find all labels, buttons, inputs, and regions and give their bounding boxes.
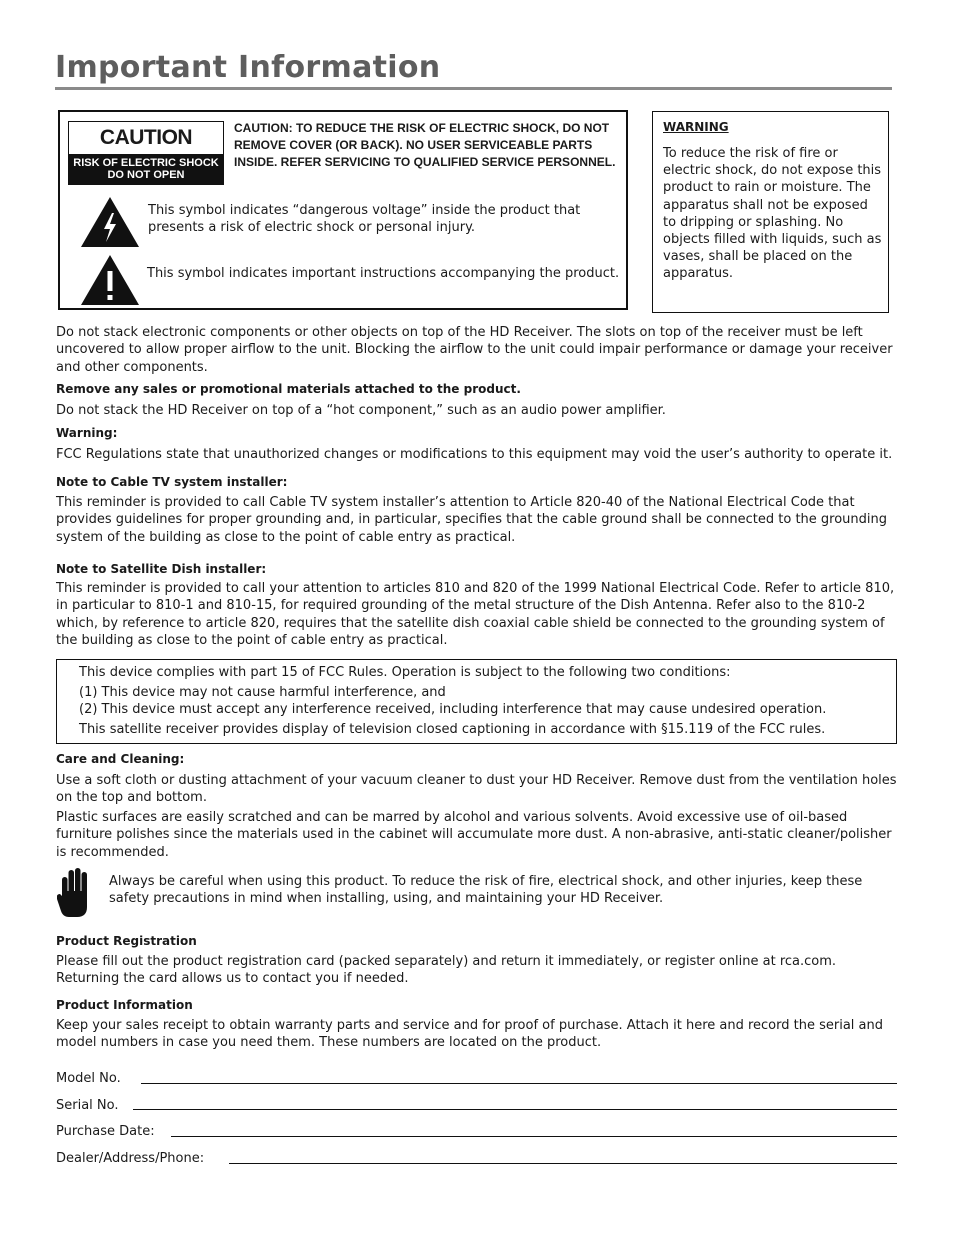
- caution-label: [68, 121, 224, 185]
- caution-label-word: CAUTION: [99, 126, 193, 149]
- fcc-line-4: This satellite receiver provides display of television closed captioning in accordance with §15.119 of the FCC rules.: [79, 722, 826, 737]
- product-information-heading: Product Information: [56, 998, 193, 1012]
- care-paragraph-2: Plastic surfaces are easily scratched and can be marred by alcohol and various solvents. Avoid excessive use of oil-based furniture polishes since the materials used in the cabinet will accumulate more dust. A non-abrasive, anti-static cleaner/polisher is recommended.: [56, 810, 892, 860]
- cable-installer-paragraph: This reminder is provided to call Cable TV system installer’s attention to Article 820-40 of the National Electrical Code that provides guidelines for proper grounding and, in particular, specifies that the cable ground shall be connected to the grounding system of the building as close to the point of cable entry as practical.: [56, 495, 888, 545]
- fcc-line-3: (2) This device must accept any interference received, including interference that may cause undesired operation.: [79, 702, 827, 717]
- exclamation-triangle-icon: [80, 254, 140, 306]
- product-registration-heading: Product Registration: [56, 934, 197, 948]
- lightning-triangle-icon: [80, 196, 140, 248]
- stop-hand-icon: [57, 867, 91, 919]
- safety-hand-paragraph: Always be careful when using this product. To reduce the risk of fire, electrical shock, and other injuries, keep these safety precautions in mind when installing, using, and maintaining your HD Receiver.: [109, 874, 863, 907]
- title-rule: [55, 87, 892, 90]
- stack-paragraph: Do not stack electronic components or other objects on top of the HD Receiver. The slots on top of the receiver must be left uncovered to allow proper airflow to the unit. Blocking the airflow to the unit could impair performance or damage your receiver and other components.: [56, 325, 893, 375]
- care-paragraph-1: Use a soft cloth or dusting attachment of your vacuum cleaner to dust your HD Receiver. Remove dust from the ventilation holes on the top and bottom.: [56, 773, 897, 806]
- symbol1-text: This symbol indicates “dangerous voltage” inside the product that presents a risk of electric shock or personal injury.: [148, 203, 581, 235]
- satellite-installer-paragraph: This reminder is provided to call your attention to articles 810 and 820 of the 1999 National Electrical Code. Refer to article 810, in particular to 810-1 and 810-15, for required grounding of the metal structure of the Dish Antenna. Refer also to the 810-2 which, by reference to article 820, requires that the satellite dish coaxial cable shield be connected to the grounding system of the building as close to the point of cable entry as practical.: [56, 581, 895, 649]
- hot-component-paragraph: Do not stack the HD Receiver on top of a “hot component,” such as an audio power amplifier.: [56, 403, 666, 418]
- fcc-line-2: (1) This device may not cause harmful interference, and: [79, 685, 446, 700]
- serial-number-line[interactable]: [133, 1109, 897, 1110]
- caution-band-line2: DO NOT OPEN: [107, 169, 185, 181]
- caution-band-line1: RISK OF ELECTRIC SHOCK: [73, 157, 219, 169]
- satellite-installer-heading: Note to Satellite Dish installer:: [56, 562, 267, 576]
- dealer-address-phone-line[interactable]: [229, 1163, 897, 1164]
- model-number-line[interactable]: [141, 1083, 897, 1084]
- care-cleaning-heading: Care and Cleaning:: [56, 752, 185, 766]
- product-registration-paragraph: Please fill out the product registration card (packed separately) and return it immediately, or register online at rca.com. Returning the card allows us to contact you if needed.: [56, 954, 837, 987]
- cable-installer-heading: Note to Cable TV system installer:: [56, 475, 288, 489]
- model-number-label: Model No.: [56, 1071, 121, 1086]
- dealer-address-phone-label: Dealer/Address/Phone:: [56, 1151, 205, 1166]
- purchase-date-label: Purchase Date:: [56, 1124, 155, 1139]
- remove-materials-heading: Remove any sales or promotional materials attached to the product.: [56, 382, 521, 396]
- page-title: Important Information: [55, 50, 441, 85]
- purchase-date-line[interactable]: [171, 1136, 897, 1137]
- caution-text: CAUTION: TO REDUCE THE RISK OF ELECTRIC SHOCK, DO NOT REMOVE COVER (OR BACK). NO USER SERVICEABLE PARTS INSIDE. REFER SERVICING TO QUALIFIED SERVICE PERSONNEL.: [234, 121, 616, 169]
- symbol2-text: This symbol indicates important instructions accompanying the product.: [147, 266, 620, 281]
- caution-label-band: [69, 154, 223, 184]
- warning-heading: WARNING: [663, 120, 729, 134]
- fcc-line-1: This device complies with part 15 of FCC Rules. Operation is subject to the following two conditions:: [79, 665, 731, 680]
- warning-body: To reduce the risk of fire or electric shock, do not expose this product to rain or moisture. The apparatus shall not be exposed to dripping or splashing. No objects filled with liquids, such as vases, shall be placed on the apparatus.: [663, 146, 882, 282]
- warning-label: Warning:: [56, 426, 118, 440]
- product-information-paragraph: Keep your sales receipt to obtain warranty parts and service and for proof of purchase. Attach it here and record the serial and model numbers in case you need them. These numbers are located on the product.: [56, 1018, 883, 1051]
- fcc-regulations-paragraph: FCC Regulations state that unauthorized changes or modifications to this equipment may void the user’s authority to operate it.: [56, 447, 893, 462]
- serial-number-label: Serial No.: [56, 1098, 119, 1113]
